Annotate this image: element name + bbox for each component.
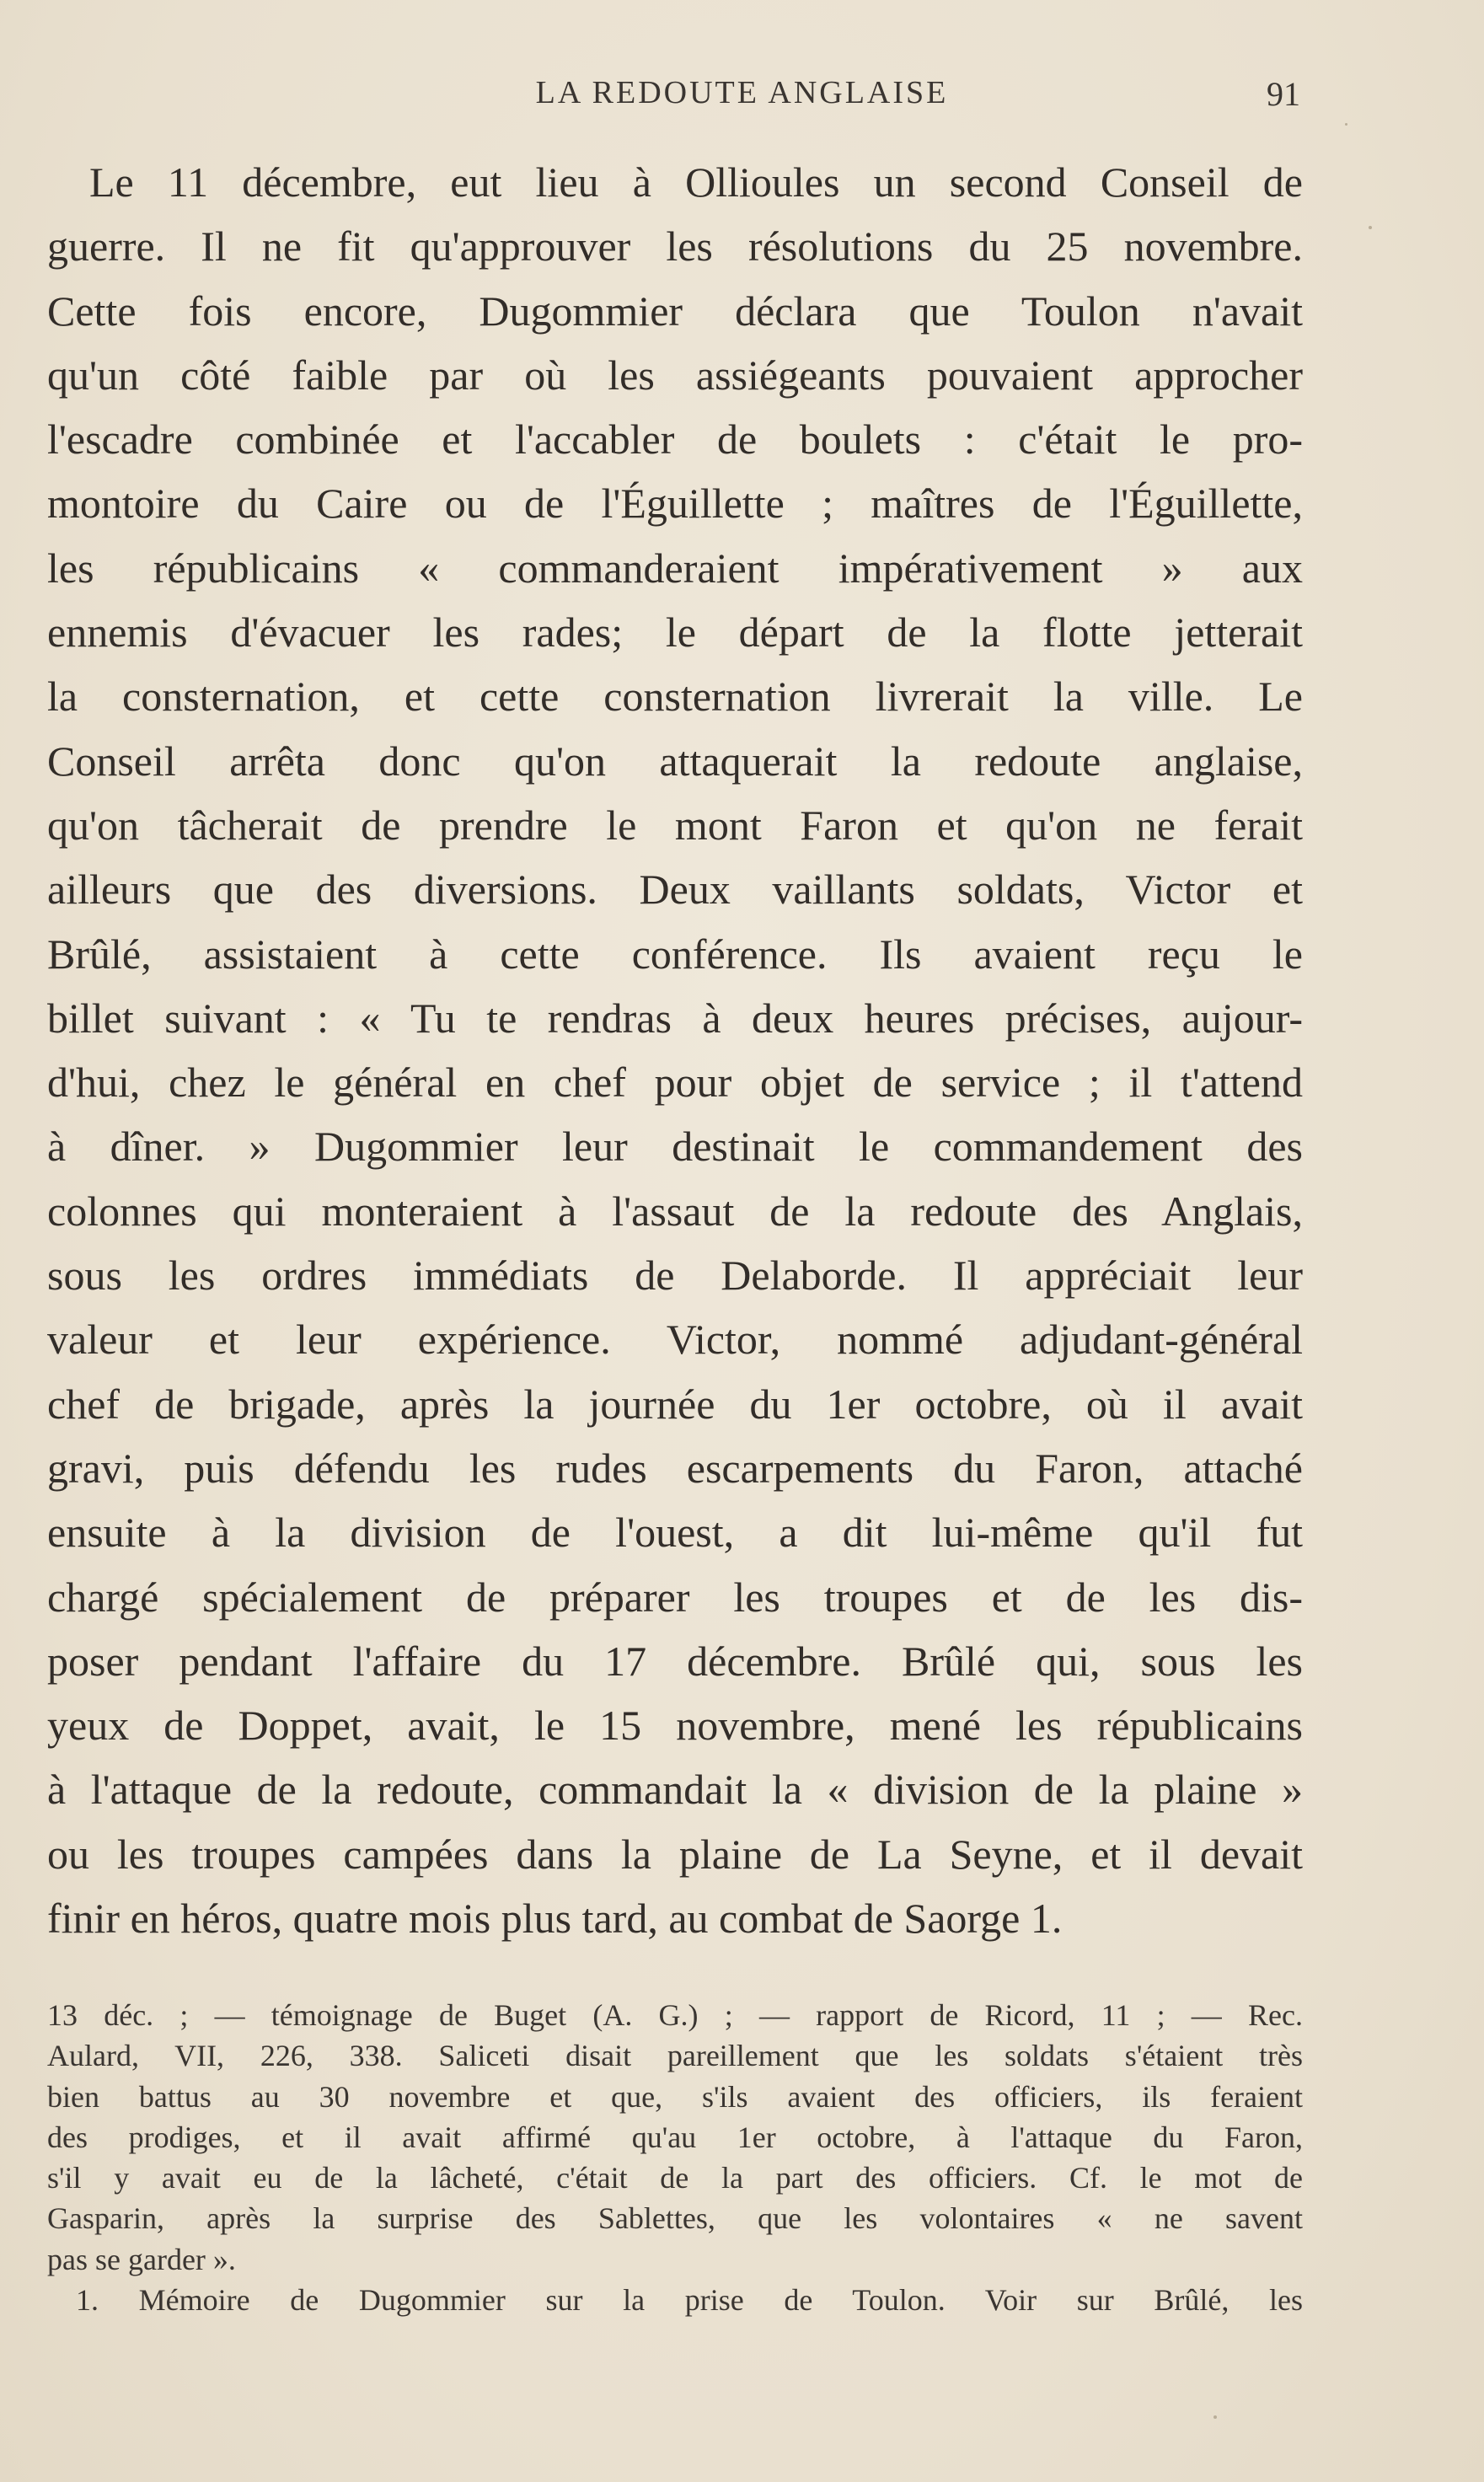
text-line: ailleurs que des diversions. Deux vaillants soldats, Victor et	[47, 866, 1303, 914]
text-line: billet suivant : « Tu te rendras à deux heures précises, aujour-	[47, 994, 1303, 1042]
text-line: sous les ordres immédiats de Delaborde. Il appréciait leur	[47, 1252, 1303, 1300]
text-line: chargé spécialement de préparer les troupes et de les dis-	[47, 1573, 1303, 1621]
text-line: à dîner. » Dugommier leur destinait le commandement des	[47, 1123, 1303, 1171]
text-line: la consternation, et cette consternation livrerait la ville. Le	[47, 673, 1303, 721]
text-line: à l'attaque de la redoute, commandait la « division de la plaine »	[47, 1766, 1303, 1814]
paper-speck	[1345, 123, 1347, 126]
text-line: montoire du Caire ou de l'Éguillette ; maîtres de l'Éguillette,	[47, 480, 1303, 528]
text-line: les républicains « commanderaient impérativement » aux	[47, 544, 1303, 592]
text-line: Cette fois encore, Dugommier déclara que Toulon n'avait	[47, 287, 1303, 335]
text-line: yeux de Doppet, avait, le 15 novembre, mené les républicains	[47, 1702, 1303, 1750]
text-line: l'escadre combinée et l'accabler de boulets : c'était le pro-	[47, 415, 1303, 464]
paper-speck	[1213, 2415, 1217, 2419]
text-line: d'hui, chez le général en chef pour objet de service ; il t'attend	[47, 1059, 1303, 1107]
footnotes	[47, 1995, 1303, 2320]
text-line: qu'on tâcherait de prendre le mont Faron et qu'on ne ferait	[47, 801, 1303, 849]
footnote-line: s'il y avait eu de la lâcheté, c'était de la part des officiers. Cf. le mot de	[47, 2161, 1303, 2195]
text-line: ensuite à la division de l'ouest, a dit lui-même qu'il fut	[47, 1509, 1303, 1557]
footnote-line: 1. Mémoire de Dugommier sur la prise de Toulon. Voir sur Brûlé, les	[76, 2283, 1303, 2318]
text-line: qu'un côté faible par où les assiégeants pouvaient approcher	[47, 351, 1303, 399]
text-line: poser pendant l'affaire du 17 décembre. Brûlé qui, sous les	[47, 1637, 1303, 1685]
text-line: gravi, puis défendu les rudes escarpements du Faron, attaché	[47, 1444, 1303, 1492]
text-line: Conseil arrêta donc qu'on attaquerait la redoute anglaise,	[47, 737, 1303, 785]
text-line: guerre. Il ne fit qu'approuver les résolutions du 25 novembre.	[47, 222, 1303, 271]
running-head	[0, 74, 1484, 116]
text-line: chef de brigade, après la journée du 1er octobre, où il avait	[47, 1380, 1303, 1428]
text-line: colonnes qui monteraient à l'assaut de la redoute des Anglais,	[47, 1187, 1303, 1235]
main-paragraph	[47, 150, 1303, 1950]
footnote-line: pas se garder ».	[47, 2242, 236, 2276]
paper-speck	[1369, 226, 1372, 229]
footnote-line: Gasparin, après la surprise des Sablettes, que les volontaires « ne savent	[47, 2201, 1303, 2236]
page-number: 91	[1267, 75, 1300, 113]
text-line: valeur et leur expérience. Victor, nommé adjudant-général	[47, 1316, 1303, 1364]
footnote-line: Aulard, VII, 226, 338. Saliceti disait pareillement que les soldats s'étaient très	[47, 2039, 1303, 2073]
text-line: finir en héros, quatre mois plus tard, au combat de Saorge 1.	[47, 1895, 1063, 1943]
text-line: ou les troupes campées dans la plaine de La Seyne, et il devait	[47, 1830, 1303, 1878]
footnote-line: bien battus au 30 novembre et que, s'ils avaient des officiers, ils feraient	[47, 2079, 1303, 2114]
footnote-line: 13 déc. ; — témoignage de Buget (A. G.) ; — rapport de Ricord, 11 ; — Rec.	[47, 1998, 1303, 2032]
running-title: LA REDOUTE ANGLAISE	[535, 75, 949, 110]
text-line: Le 11 décembre, eut lieu à Ollioules un second Conseil de	[89, 158, 1303, 206]
text-line: Brûlé, assistaient à cette conférence. Ils avaient reçu le	[47, 930, 1303, 978]
text-line: ennemis d'évacuer les rades; le départ de la flotte jetterait	[47, 608, 1303, 657]
footnote-line: des prodiges, et il avait affirmé qu'au 1er octobre, à l'attaque du Faron,	[47, 2120, 1303, 2154]
